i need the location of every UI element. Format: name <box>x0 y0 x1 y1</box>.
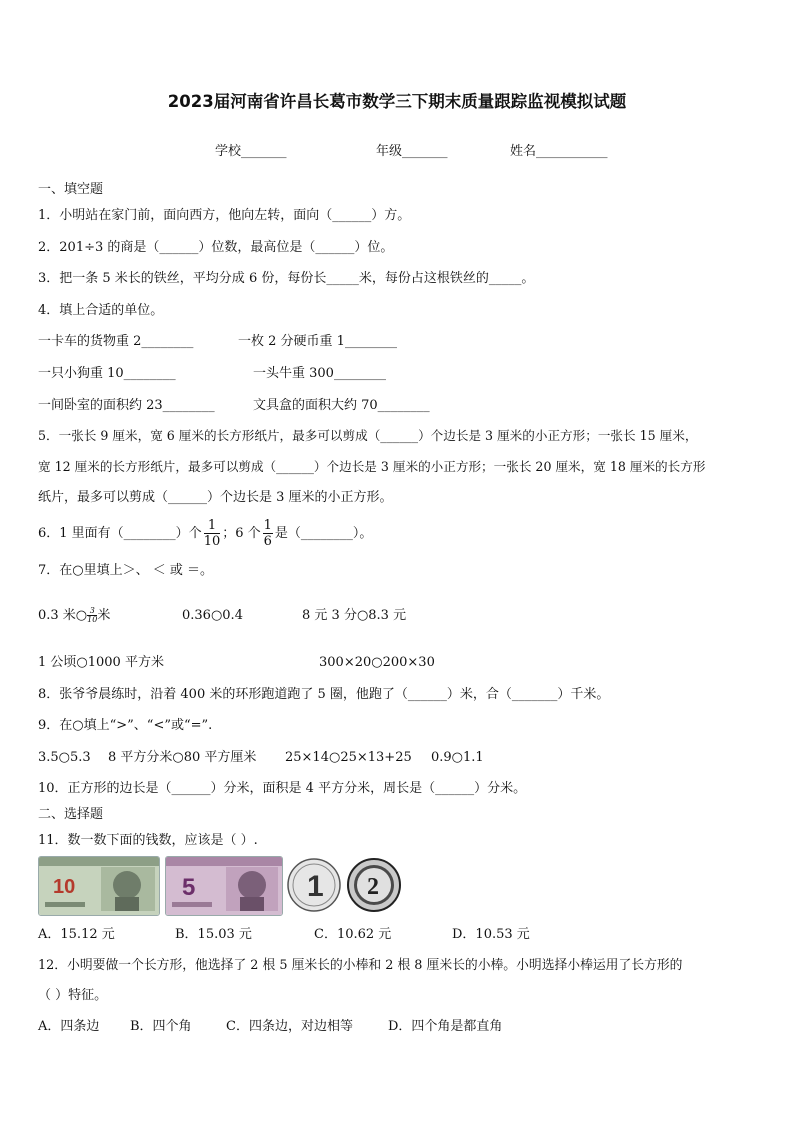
question-7-stem: 7．在○里填上＞、 ＜ 或 ＝。 <box>38 563 214 578</box>
question-5-line-3: 纸片，最多可以剪成（______）个边长是 3 厘米的小正方形。 <box>38 490 393 505</box>
q11-option-a: A．15.12 元 <box>38 927 115 942</box>
q7-item-b: 0.36○0.4 <box>182 608 243 623</box>
q12-option-b: B．四个角 <box>130 1019 192 1034</box>
question-5-line-2: 宽 12 厘米的长方形纸片，最多可以剪成（______）个边长是 3 厘米的小正方形；一张长 20 厘米，宽 18 厘米的长方形 <box>38 459 706 474</box>
q7-item-a: 0.3 米○ $\frac{3}{10}$ 米 <box>38 606 111 624</box>
section-fill-blank: 一、填空题 <box>38 182 104 197</box>
five-yuan-note-icon <box>166 857 282 915</box>
q9-item-a: 3.5○5.3 <box>38 750 91 765</box>
q4-item-e: 一间卧室的面积约 23________ <box>38 398 215 413</box>
q6-text-a: 6．1 里面有（________）个 <box>38 526 202 541</box>
question-11-stem: 11．数一数下面的钱数，应该是（ ）. <box>38 833 258 848</box>
q9-item-d: 0.9○1.1 <box>431 750 484 765</box>
page-title: 2023届河南省许昌长葛市数学三下期末质量跟踪监视模拟试题 <box>167 92 627 111</box>
q12-option-a: A．四条边 <box>38 1019 100 1034</box>
five-yuan-denomination: 5 <box>182 874 196 901</box>
q11-option-c: C．10.62 元 <box>314 927 392 942</box>
one-yuan-coin-image <box>287 858 341 912</box>
two-fen-coin-image <box>347 858 401 912</box>
q9-item-c: 25×14○25×13+25 <box>285 750 412 765</box>
question-8: 8．张爷爷晨练时，沿着 400 米的环形跑道跑了 5 圈，他跑了（______）米，合（_______）千米。 <box>38 687 610 702</box>
ten-yuan-denomination: 10 <box>53 876 76 898</box>
q6-fraction-1: $\frac{1}{10}$ <box>203 518 221 549</box>
q4-item-f: 文具盒的面积大约 70________ <box>253 398 430 413</box>
q11-option-b: B．15.03 元 <box>175 927 252 942</box>
school-field: 学校_______ <box>215 144 287 159</box>
q12-option-c: C．四条边，对边相等 <box>226 1019 353 1034</box>
question-12-line-2: （ ）特征。 <box>38 988 108 1003</box>
q9-item-b: 8 平方分米○80 平方厘米 <box>108 750 257 765</box>
five-yuan-note-image <box>165 856 283 916</box>
one-yuan-value: 1 <box>307 870 324 903</box>
q7-item-e: 300×20○200×30 <box>319 655 435 670</box>
question-2: 2．201÷3 的商是（______）位数，最高位是（______）位。 <box>38 240 394 255</box>
question-4-stem: 4．填上合适的单位。 <box>38 303 164 318</box>
q7-item-c: 8 元 3 分○8.3 元 <box>302 608 407 623</box>
question-3: 3．把一条 5 米长的铁丝，平均分成 6 份，每份长_____米，每份占这根铁丝的_____。 <box>38 271 535 286</box>
two-fen-coin-icon <box>347 858 401 912</box>
q4-item-d: 一头牛重 300________ <box>253 366 386 381</box>
section-choice: 二、选择题 <box>38 807 104 822</box>
q4-item-c: 一只小狗重 10________ <box>38 366 176 381</box>
q12-option-d: D．四个角是都直角 <box>388 1019 503 1034</box>
two-fen-value: 2 <box>367 874 379 900</box>
q11-option-d: D．10.53 元 <box>452 927 530 942</box>
grade-field: 年级_______ <box>376 144 448 159</box>
question-1: 1．小明站在家门前，面向西方，他向左转，面向（______）方。 <box>38 208 411 223</box>
q7-fraction: $\frac{3}{10}$ <box>87 606 98 624</box>
q6-text-c: 是（________）。 <box>274 526 373 541</box>
question-5-line-1: 5．一张长 9 厘米，宽 6 厘米的长方形纸片，最多可以剪成（______）个边长是 3 厘米的小正方形；一张长 15 厘米， <box>38 428 698 443</box>
ten-yuan-note-image <box>38 856 160 916</box>
ten-yuan-note-icon <box>39 857 159 915</box>
one-yuan-coin-icon <box>287 858 341 912</box>
name-field: 姓名___________ <box>510 144 608 159</box>
q7-item-d: 1 公顷○1000 平方米 <box>38 655 164 670</box>
q6-fraction-2: $\frac{1}{6}$ <box>263 518 272 549</box>
question-6 <box>38 518 372 550</box>
question-10: 10．正方形的边长是（______）分米，面积是 4 平方分米，周长是（______）分米。 <box>38 781 527 796</box>
q6-text-b: ；6 个 <box>222 526 261 541</box>
q4-item-a: 一卡车的货物重 2________ <box>38 334 194 349</box>
question-9-stem: 9．在○填上“>”、“<”或“=”. <box>38 718 213 733</box>
question-12-line-1: 12．小明要做一个长方形，他选择了 2 根 5 厘米长的小棒和 2 根 8 厘米长的小棒。小明选择小棒运用了长方形的 <box>38 958 683 973</box>
q4-item-b: 一枚 2 分硬币重 1________ <box>238 334 397 349</box>
